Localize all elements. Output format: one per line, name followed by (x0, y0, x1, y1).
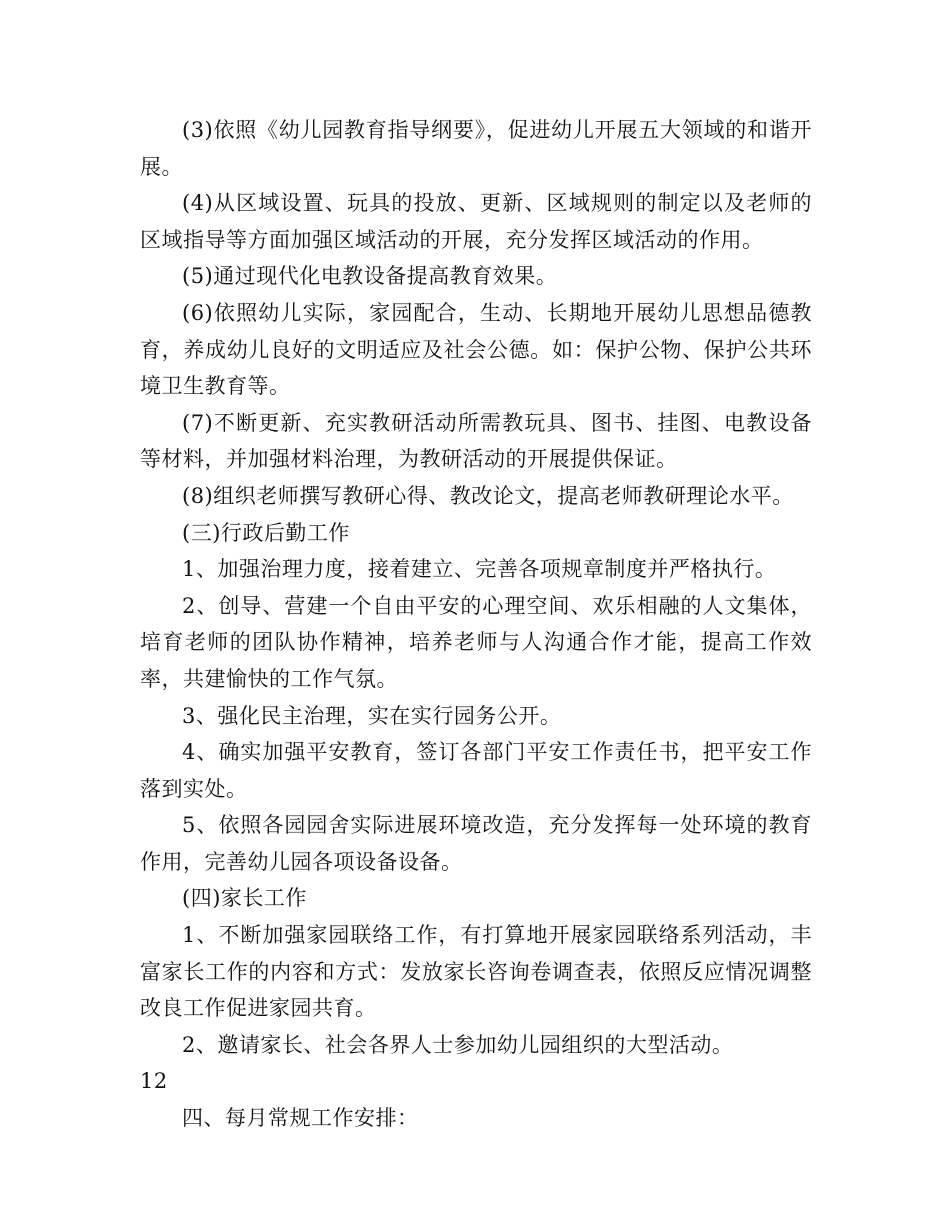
paragraph: (5)通过现代化电教设备提高教育效果。 (182, 264, 558, 289)
paragraph: 2、邀请家长、社会各界人士参加幼儿园组织的大型活动。 (182, 1032, 734, 1057)
document-body (140, 112, 812, 1137)
paragraph: 1、不断加强家园联络工作，有打算地开展家园联络系列活动，丰富家长工作的内容和方式：发放家长咨询卷调查表，依照反应情况调整改良工作促进家园共育。 (140, 923, 812, 1021)
section-heading: (三)行政后勤工作 (182, 520, 350, 545)
paragraph: 3、强化民主治理，实在实行园务公开。 (182, 703, 562, 728)
paragraph: (6)依照幼儿实际，家园配合，生动、长期地开展幼儿思想品德教育，养成幼儿良好的文明适应及社会公德。如：保护公物、保护公共环境卫生教育等。 (140, 300, 812, 399)
paragraph: 2、创导、营建一个自由平安的心理空间、欢乐相融的人文集体，培育老师的团队协作精神，培养老师与人沟通合作才能，提高工作效率，共建愉快的工作气氛。 (140, 593, 812, 691)
paragraph: (7)不断更新、充实教研活动所需教玩具、图书、挂图、电教设备等材料，并加强材料治理，为教研活动的开展提供保证。 (140, 410, 812, 472)
paragraph: 1、加强治理力度，接着建立、完善各项规章制度并严格执行。 (182, 557, 777, 582)
paragraph: (3)依照《幼儿园教育指导纲要》，促进幼儿开展五大领域的和谐开展。 (140, 118, 812, 179)
section-heading: (四)家长工作 (182, 886, 307, 911)
page-number: 12 (140, 1069, 168, 1094)
paragraph: (8)组织老师撰写教研心得、教改论文，提高老师教研理论水平。 (182, 483, 794, 508)
paragraph: 4、确实加强平安教育，签订各部门平安工作责任书，把平安工作落到实处。 (140, 740, 812, 801)
paragraph: (4)从区域设置、玩具的投放、更新、区域规则的制定以及老师的区域指导等方面加强区域活动的开展，充分发挥区域活动的作用。 (140, 191, 812, 252)
section-heading: 四、每月常规工作安排： (182, 1106, 419, 1131)
paragraph: 5、依照各园园舍实际进展环境改造，充分发挥每一处环境的教育作用，完善幼儿园各项设备设备。 (140, 813, 812, 874)
